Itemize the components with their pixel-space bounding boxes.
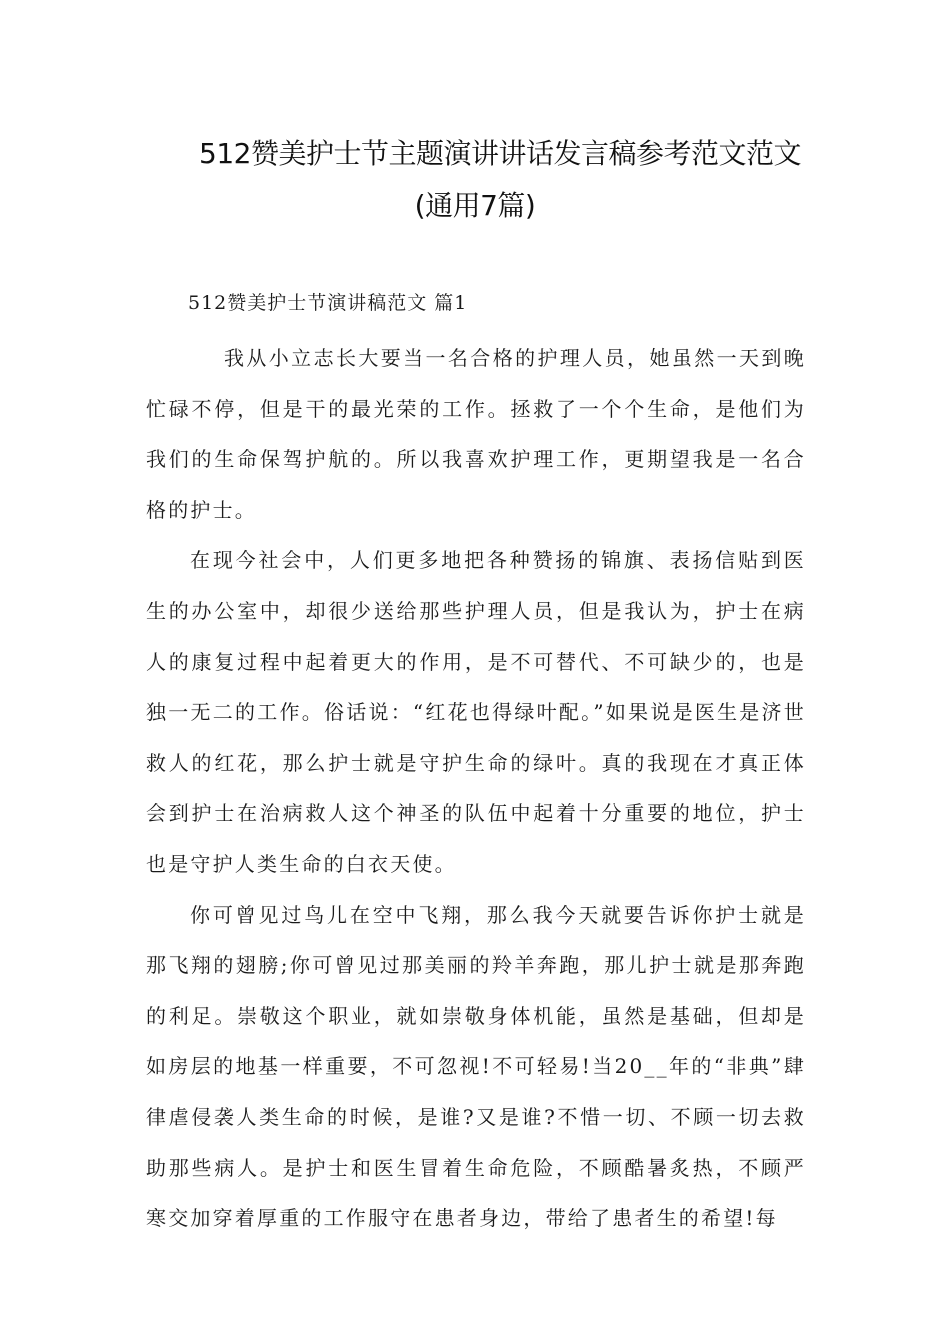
section-heading: 512赞美护士节演讲稿范文 篇1 bbox=[188, 292, 468, 314]
paragraph-3: 你可曾见过鸟儿在空中飞翔，那么我今天就要告诉你护士就是那飞翔的翅膀;你可曾见过那美丽的羚羊奔跑，那儿护士就是那奔跑的利足。崇敬这个职业，就如崇敬身体机能，虽然是基础，但却是如房层的地基一样重要，不可忽视!不可轻易!当20__年的“非典”肆律虐侵袭人类生命的时候，是谁?又是谁?不惜一切、不顾一切去救助那些病人。是护士和医生冒着生命危险，不顾酷暑炙热，不顾严寒交加穿着厚重的工作服守在患者身边，带给了患者生的希望!每 bbox=[146, 902, 806, 1231]
paragraph-2: 在现今社会中，人们更多地把各种赞扬的锦旗、表扬信贴到医生的办公室中，却很少送给那些护理人员，但是我认为，护士在病人的康复过程中起着更大的作用，是不可替代、不可缺少的，也是独一无二的工作。俗话说：“红花也得绿叶配。”如果说是医生是济世救人的红花，那么护士就是守护生命的绿叶。真的我现在才真正体会到护士在治病救人这个神圣的队伍中起着十分重要的地位，护士也是守护人类生命的白衣天使。 bbox=[146, 548, 806, 876]
document-title-line-2: (通用7篇) bbox=[414, 189, 536, 222]
document-title-line-1: 512赞美护士节主题演讲讲话发言稿参考范文范文 bbox=[199, 137, 801, 170]
paragraph-1: 我从小立志长大要当一名合格的护理人员，她虽然一天到晚忙碌不停，但是干的最光荣的工作。拯救了一个个生命，是他们为我们的生命保驾护航的。所以我喜欢护理工作，更期望我是一名合格的护士。 bbox=[146, 346, 806, 522]
document-body bbox=[146, 333, 806, 1244]
